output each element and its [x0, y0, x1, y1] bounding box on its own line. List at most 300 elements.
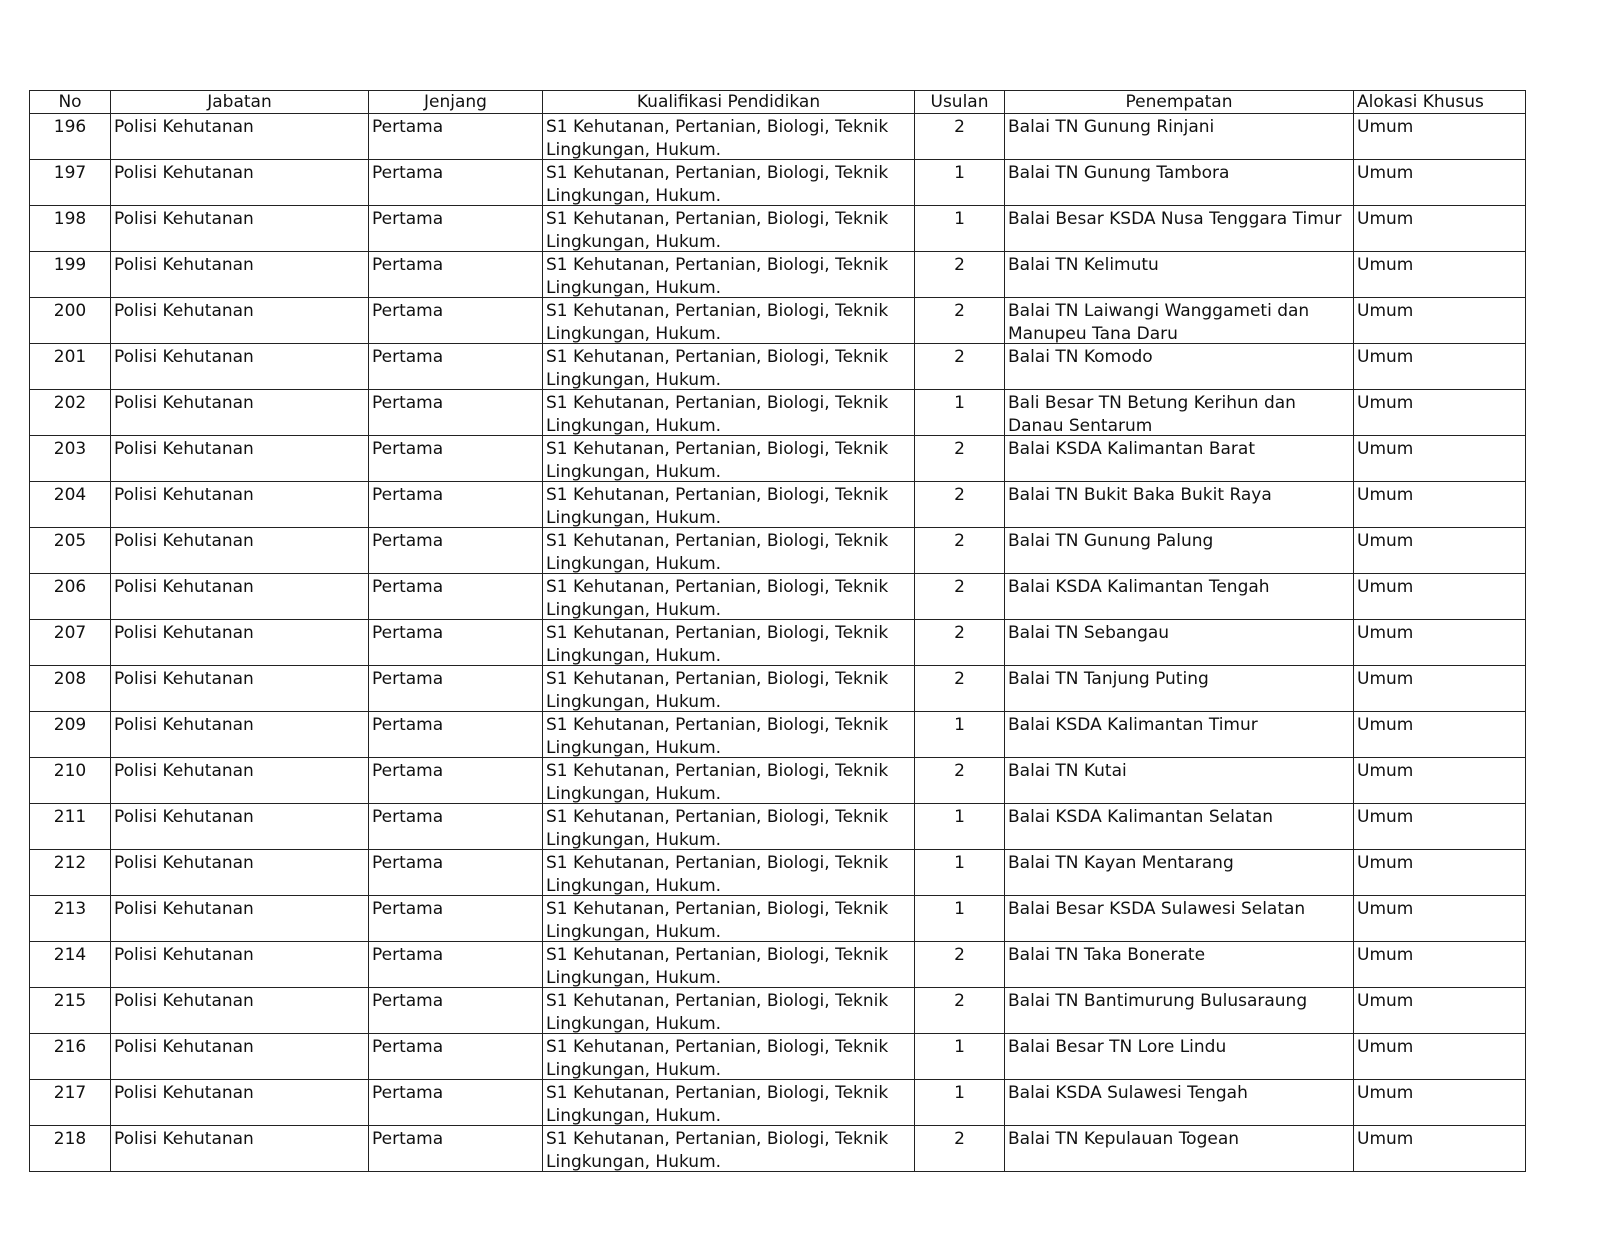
cell-usulan [915, 988, 1005, 1034]
cell-penempatan [1005, 160, 1354, 206]
cell-no-text: 206 [53, 577, 87, 597]
cell-penempatan-text: Balai TN Kutai [1008, 761, 1127, 781]
table-body [30, 114, 1526, 1172]
cell-jenjang [369, 1080, 543, 1126]
cell-jenjang-text: Pertama [372, 991, 444, 1011]
cell-jenjang-text: Pertama [372, 761, 444, 781]
cell-kualifikasi [543, 896, 915, 942]
cell-jenjang [369, 896, 543, 942]
cell-jabatan-text: Polisi Kehutanan [114, 485, 254, 505]
cell-usulan-text: 1 [954, 209, 965, 229]
cell-kualifikasi-text: S1 Kehutanan, Pertanian, Biologi, Teknik Lingkungan, Hukum. [546, 945, 889, 987]
table-row [30, 482, 1526, 528]
cell-jenjang-text: Pertama [372, 577, 444, 597]
cell-kualifikasi [543, 344, 915, 390]
cell-jenjang [369, 390, 543, 436]
cell-usulan-text: 2 [954, 623, 965, 643]
cell-alokasi-text: Umum [1357, 485, 1414, 505]
cell-penempatan-text: Balai TN Tanjung Puting [1008, 669, 1209, 689]
cell-alokasi-text: Umum [1357, 347, 1414, 367]
cell-no [30, 666, 111, 712]
cell-jabatan-text: Polisi Kehutanan [114, 577, 254, 597]
cell-jenjang-text: Pertama [372, 531, 444, 551]
cell-jabatan [111, 1080, 369, 1126]
cell-jabatan-text: Polisi Kehutanan [114, 209, 254, 229]
cell-alokasi-text: Umum [1357, 1037, 1414, 1057]
cell-no-text: 203 [53, 439, 87, 459]
table-row [30, 712, 1526, 758]
cell-penempatan-text: Bali Besar TN Betung Kerihun dan Danau Sentarum [1008, 393, 1296, 435]
cell-no-text: 210 [53, 761, 87, 781]
table-row [30, 344, 1526, 390]
cell-jabatan [111, 206, 369, 252]
cell-penempatan-text: Balai TN Kayan Mentarang [1008, 853, 1234, 873]
cell-jenjang-text: Pertama [372, 1037, 444, 1057]
table-row [30, 436, 1526, 482]
cell-alokasi-text: Umum [1357, 623, 1414, 643]
cell-no [30, 712, 111, 758]
cell-jabatan [111, 666, 369, 712]
cell-alokasi-text: Umum [1357, 1129, 1414, 1149]
cell-penempatan-text: Balai KSDA Kalimantan Timur [1008, 715, 1258, 735]
cell-jabatan [111, 114, 369, 160]
cell-alokasi [1354, 988, 1526, 1034]
cell-alokasi-text: Umum [1357, 439, 1414, 459]
cell-alokasi [1354, 850, 1526, 896]
cell-jenjang [369, 298, 543, 344]
cell-usulan [915, 896, 1005, 942]
cell-alokasi-text: Umum [1357, 1083, 1414, 1103]
cell-usulan [915, 850, 1005, 896]
cell-penempatan-text: Balai TN Gunung Rinjani [1008, 117, 1215, 137]
cell-jabatan-text: Polisi Kehutanan [114, 301, 254, 321]
cell-usulan-text: 2 [954, 669, 965, 689]
cell-jenjang-text: Pertama [372, 807, 444, 827]
cell-alokasi-text: Umum [1357, 761, 1414, 781]
cell-usulan-text: 2 [954, 347, 965, 367]
cell-alokasi-text: Umum [1357, 577, 1414, 597]
cell-penempatan-text: Balai TN Komodo [1008, 347, 1153, 367]
cell-jenjang [369, 252, 543, 298]
cell-usulan-text: 1 [954, 1083, 965, 1103]
cell-alokasi-text: Umum [1357, 163, 1414, 183]
cell-usulan-text: 2 [954, 485, 965, 505]
cell-alokasi [1354, 666, 1526, 712]
cell-alokasi-text: Umum [1357, 669, 1414, 689]
cell-no-text: 211 [53, 807, 87, 827]
cell-jabatan [111, 482, 369, 528]
cell-no [30, 896, 111, 942]
cell-alokasi [1354, 1080, 1526, 1126]
cell-kualifikasi [543, 666, 915, 712]
cell-alokasi-text: Umum [1357, 807, 1414, 827]
cell-jabatan-text: Polisi Kehutanan [114, 347, 254, 367]
cell-usulan-text: 1 [954, 163, 965, 183]
cell-alokasi [1354, 528, 1526, 574]
cell-no [30, 114, 111, 160]
cell-usulan [915, 206, 1005, 252]
cell-no-text: 199 [53, 255, 87, 275]
cell-alokasi [1354, 942, 1526, 988]
cell-no-text: 216 [53, 1037, 87, 1057]
cell-usulan-text: 2 [954, 577, 965, 597]
cell-jenjang-text: Pertama [372, 623, 444, 643]
table-row [30, 298, 1526, 344]
cell-jabatan-text: Polisi Kehutanan [114, 1037, 254, 1057]
cell-penempatan [1005, 114, 1354, 160]
cell-jabatan [111, 620, 369, 666]
cell-jabatan-text: Polisi Kehutanan [114, 715, 254, 735]
cell-no [30, 252, 111, 298]
cell-penempatan [1005, 1034, 1354, 1080]
cell-usulan [915, 482, 1005, 528]
cell-jenjang [369, 666, 543, 712]
cell-usulan [915, 666, 1005, 712]
cell-alokasi [1354, 758, 1526, 804]
table-row [30, 620, 1526, 666]
header-row [30, 91, 1526, 114]
cell-alokasi-text: Umum [1357, 255, 1414, 275]
cell-kualifikasi [543, 574, 915, 620]
cell-penempatan [1005, 1080, 1354, 1126]
cell-penempatan [1005, 896, 1354, 942]
cell-jabatan-text: Polisi Kehutanan [114, 1083, 254, 1103]
cell-penempatan-text: Balai KSDA Kalimantan Barat [1008, 439, 1255, 459]
cell-kualifikasi [543, 114, 915, 160]
cell-kualifikasi-text: S1 Kehutanan, Pertanian, Biologi, Teknik Lingkungan, Hukum. [546, 347, 889, 389]
cell-jenjang-text: Pertama [372, 715, 444, 735]
cell-penempatan [1005, 666, 1354, 712]
cell-jabatan [111, 436, 369, 482]
cell-no [30, 804, 111, 850]
cell-no [30, 1126, 111, 1172]
cell-kualifikasi-text: S1 Kehutanan, Pertanian, Biologi, Teknik Lingkungan, Hukum. [546, 577, 889, 619]
cell-jenjang-text: Pertama [372, 163, 444, 183]
cell-usulan-text: 1 [954, 807, 965, 827]
cell-kualifikasi [543, 942, 915, 988]
cell-jenjang-text: Pertama [372, 669, 444, 689]
cell-jenjang-text: Pertama [372, 439, 444, 459]
table-row [30, 1034, 1526, 1080]
cell-jabatan-text: Polisi Kehutanan [114, 623, 254, 643]
cell-jenjang [369, 528, 543, 574]
cell-jenjang-text: Pertama [372, 899, 444, 919]
cell-usulan [915, 942, 1005, 988]
cell-alokasi [1354, 252, 1526, 298]
cell-kualifikasi-text: S1 Kehutanan, Pertanian, Biologi, Teknik Lingkungan, Hukum. [546, 393, 889, 435]
cell-alokasi-text: Umum [1357, 117, 1414, 137]
cell-penempatan [1005, 574, 1354, 620]
cell-jabatan-text: Polisi Kehutanan [114, 163, 254, 183]
cell-usulan [915, 528, 1005, 574]
cell-usulan [915, 758, 1005, 804]
table-row [30, 850, 1526, 896]
cell-kualifikasi-text: S1 Kehutanan, Pertanian, Biologi, Teknik Lingkungan, Hukum. [546, 439, 889, 481]
cell-usulan [915, 252, 1005, 298]
cell-penempatan [1005, 758, 1354, 804]
cell-jenjang-text: Pertama [372, 209, 444, 229]
cell-penempatan [1005, 344, 1354, 390]
cell-jabatan [111, 942, 369, 988]
cell-jenjang [369, 712, 543, 758]
cell-usulan [915, 712, 1005, 758]
cell-kualifikasi [543, 252, 915, 298]
cell-jenjang-text: Pertama [372, 485, 444, 505]
cell-jabatan-text: Polisi Kehutanan [114, 991, 254, 1011]
cell-no [30, 482, 111, 528]
cell-penempatan [1005, 712, 1354, 758]
cell-usulan-text: 2 [954, 439, 965, 459]
cell-jabatan [111, 758, 369, 804]
cell-alokasi-text: Umum [1357, 393, 1414, 413]
cell-no-text: 201 [53, 347, 87, 367]
cell-kualifikasi-text: S1 Kehutanan, Pertanian, Biologi, Teknik Lingkungan, Hukum. [546, 255, 889, 297]
cell-jenjang-text: Pertama [372, 1083, 444, 1103]
cell-no-text: 214 [53, 945, 87, 965]
cell-penempatan [1005, 988, 1354, 1034]
cell-jabatan [111, 344, 369, 390]
table-row [30, 528, 1526, 574]
cell-kualifikasi-text: S1 Kehutanan, Pertanian, Biologi, Teknik Lingkungan, Hukum. [546, 209, 889, 251]
cell-jenjang [369, 1034, 543, 1080]
cell-usulan [915, 114, 1005, 160]
cell-jenjang-text: Pertama [372, 255, 444, 275]
table-row [30, 804, 1526, 850]
cell-usulan [915, 1080, 1005, 1126]
cell-jenjang [369, 850, 543, 896]
cell-kualifikasi [543, 390, 915, 436]
cell-no [30, 620, 111, 666]
column-header-usulan: Usulan [915, 91, 1005, 114]
cell-jabatan-text: Polisi Kehutanan [114, 761, 254, 781]
cell-alokasi [1354, 1034, 1526, 1080]
table-row [30, 390, 1526, 436]
cell-alokasi-text: Umum [1357, 853, 1414, 873]
table-row [30, 206, 1526, 252]
cell-kualifikasi [543, 206, 915, 252]
cell-kualifikasi-text: S1 Kehutanan, Pertanian, Biologi, Teknik Lingkungan, Hukum. [546, 761, 889, 803]
cell-no [30, 1080, 111, 1126]
cell-usulan [915, 804, 1005, 850]
cell-alokasi [1354, 344, 1526, 390]
cell-no [30, 1034, 111, 1080]
cell-no [30, 528, 111, 574]
cell-usulan-text: 2 [954, 531, 965, 551]
cell-jabatan [111, 896, 369, 942]
cell-jabatan [111, 252, 369, 298]
column-header-kualifikasi: Kualifikasi Pendidikan [543, 91, 915, 114]
table-row [30, 1080, 1526, 1126]
cell-kualifikasi [543, 712, 915, 758]
cell-alokasi-text: Umum [1357, 301, 1414, 321]
cell-jabatan-text: Polisi Kehutanan [114, 393, 254, 413]
cell-kualifikasi [543, 1080, 915, 1126]
cell-usulan-text: 2 [954, 301, 965, 321]
cell-no [30, 390, 111, 436]
cell-jenjang [369, 482, 543, 528]
table-row [30, 666, 1526, 712]
cell-alokasi [1354, 206, 1526, 252]
cell-usulan [915, 160, 1005, 206]
table-row [30, 574, 1526, 620]
cell-penempatan-text: Balai TN Kelimutu [1008, 255, 1159, 275]
cell-no [30, 344, 111, 390]
cell-jenjang-text: Pertama [372, 347, 444, 367]
cell-jabatan-text: Polisi Kehutanan [114, 1129, 254, 1149]
cell-alokasi-text: Umum [1357, 899, 1414, 919]
cell-usulan [915, 344, 1005, 390]
cell-no [30, 206, 111, 252]
column-header-jenjang: Jenjang [369, 91, 543, 114]
cell-kualifikasi [543, 528, 915, 574]
cell-jabatan-text: Polisi Kehutanan [114, 439, 254, 459]
cell-jabatan [111, 574, 369, 620]
cell-penempatan [1005, 528, 1354, 574]
cell-usulan [915, 436, 1005, 482]
cell-no-text: 204 [53, 485, 87, 505]
cell-penempatan-text: Balai TN Taka Bonerate [1008, 945, 1206, 965]
cell-jabatan-text: Polisi Kehutanan [114, 899, 254, 919]
cell-alokasi [1354, 804, 1526, 850]
cell-jenjang [369, 942, 543, 988]
cell-usulan [915, 1034, 1005, 1080]
cell-kualifikasi-text: S1 Kehutanan, Pertanian, Biologi, Teknik Lingkungan, Hukum. [546, 117, 889, 159]
cell-no-text: 212 [53, 853, 87, 873]
cell-kualifikasi-text: S1 Kehutanan, Pertanian, Biologi, Teknik Lingkungan, Hukum. [546, 991, 889, 1033]
cell-kualifikasi-text: S1 Kehutanan, Pertanian, Biologi, Teknik Lingkungan, Hukum. [546, 531, 889, 573]
cell-penempatan [1005, 298, 1354, 344]
cell-no-text: 215 [53, 991, 87, 1011]
cell-jenjang [369, 574, 543, 620]
cell-kualifikasi-text: S1 Kehutanan, Pertanian, Biologi, Teknik Lingkungan, Hukum. [546, 1083, 889, 1125]
cell-no [30, 298, 111, 344]
cell-usulan-text: 2 [954, 991, 965, 1011]
cell-jabatan-text: Polisi Kehutanan [114, 945, 254, 965]
cell-jabatan-text: Polisi Kehutanan [114, 255, 254, 275]
cell-no [30, 574, 111, 620]
cell-kualifikasi [543, 436, 915, 482]
cell-kualifikasi [543, 482, 915, 528]
column-header-jabatan: Jabatan [111, 91, 369, 114]
cell-jabatan [111, 804, 369, 850]
cell-alokasi-text: Umum [1357, 715, 1414, 735]
cell-kualifikasi-text: S1 Kehutanan, Pertanian, Biologi, Teknik Lingkungan, Hukum. [546, 623, 889, 665]
cell-penempatan [1005, 436, 1354, 482]
cell-jenjang [369, 620, 543, 666]
cell-alokasi [1354, 574, 1526, 620]
cell-usulan-text: 1 [954, 853, 965, 873]
cell-kualifikasi [543, 758, 915, 804]
cell-penempatan [1005, 620, 1354, 666]
cell-kualifikasi-text: S1 Kehutanan, Pertanian, Biologi, Teknik Lingkungan, Hukum. [546, 715, 889, 757]
cell-usulan [915, 574, 1005, 620]
cell-penempatan-text: Balai Besar TN Lore Lindu [1008, 1037, 1227, 1057]
cell-penempatan [1005, 942, 1354, 988]
cell-no-text: 197 [53, 163, 87, 183]
cell-jabatan [111, 160, 369, 206]
cell-penempatan-text: Balai KSDA Kalimantan Selatan [1008, 807, 1274, 827]
cell-no-text: 208 [53, 669, 87, 689]
cell-usulan-text: 1 [954, 393, 965, 413]
cell-jenjang [369, 114, 543, 160]
cell-penempatan [1005, 804, 1354, 850]
cell-no [30, 160, 111, 206]
cell-penempatan-text: Balai TN Kepulauan Togean [1008, 1129, 1240, 1149]
table-row [30, 252, 1526, 298]
formation-table [29, 90, 1526, 1172]
cell-kualifikasi-text: S1 Kehutanan, Pertanian, Biologi, Teknik Lingkungan, Hukum. [546, 1129, 889, 1171]
table-row [30, 896, 1526, 942]
cell-alokasi [1354, 482, 1526, 528]
cell-kualifikasi-text: S1 Kehutanan, Pertanian, Biologi, Teknik Lingkungan, Hukum. [546, 301, 889, 343]
cell-penempatan-text: Balai TN Laiwangi Wanggameti dan Manupeu Tana Daru [1008, 301, 1310, 343]
cell-jabatan [111, 390, 369, 436]
cell-alokasi [1354, 620, 1526, 666]
cell-alokasi-text: Umum [1357, 991, 1414, 1011]
cell-usulan-text: 2 [954, 117, 965, 137]
cell-kualifikasi [543, 988, 915, 1034]
cell-kualifikasi-text: S1 Kehutanan, Pertanian, Biologi, Teknik Lingkungan, Hukum. [546, 899, 889, 941]
table-row [30, 988, 1526, 1034]
cell-jenjang-text: Pertama [372, 1129, 444, 1149]
cell-no-text: 196 [53, 117, 87, 137]
cell-alokasi [1354, 298, 1526, 344]
cell-kualifikasi [543, 804, 915, 850]
cell-alokasi [1354, 896, 1526, 942]
cell-usulan-text: 1 [954, 899, 965, 919]
cell-kualifikasi-text: S1 Kehutanan, Pertanian, Biologi, Teknik Lingkungan, Hukum. [546, 1037, 889, 1079]
cell-penempatan-text: Balai TN Sebangau [1008, 623, 1170, 643]
cell-usulan [915, 390, 1005, 436]
cell-alokasi [1354, 160, 1526, 206]
table-row [30, 1126, 1526, 1172]
column-header-no: No [30, 91, 111, 114]
cell-usulan-text: 2 [954, 945, 965, 965]
cell-usulan [915, 1126, 1005, 1172]
cell-jenjang [369, 758, 543, 804]
cell-usulan [915, 298, 1005, 344]
cell-kualifikasi-text: S1 Kehutanan, Pertanian, Biologi, Teknik Lingkungan, Hukum. [546, 163, 889, 205]
cell-penempatan [1005, 252, 1354, 298]
cell-jabatan [111, 850, 369, 896]
column-header-alokasi: Alokasi Khusus [1354, 91, 1526, 114]
cell-kualifikasi [543, 160, 915, 206]
cell-jabatan [111, 528, 369, 574]
cell-kualifikasi [543, 620, 915, 666]
cell-kualifikasi-text: S1 Kehutanan, Pertanian, Biologi, Teknik Lingkungan, Hukum. [546, 485, 889, 527]
cell-alokasi-text: Umum [1357, 209, 1414, 229]
cell-jenjang [369, 988, 543, 1034]
cell-kualifikasi-text: S1 Kehutanan, Pertanian, Biologi, Teknik Lingkungan, Hukum. [546, 807, 889, 849]
cell-alokasi [1354, 1126, 1526, 1172]
cell-kualifikasi [543, 1034, 915, 1080]
table-row [30, 114, 1526, 160]
cell-penempatan-text: Balai TN Bantimurung Bulusaraung [1008, 991, 1308, 1011]
cell-penempatan [1005, 206, 1354, 252]
cell-no-text: 217 [53, 1083, 87, 1103]
cell-no-text: 209 [53, 715, 87, 735]
table-row [30, 758, 1526, 804]
cell-jenjang-text: Pertama [372, 945, 444, 965]
cell-no-text: 198 [53, 209, 87, 229]
cell-jabatan-text: Polisi Kehutanan [114, 531, 254, 551]
cell-jabatan [111, 1126, 369, 1172]
cell-no-text: 207 [53, 623, 87, 643]
cell-no-text: 202 [53, 393, 87, 413]
cell-jenjang-text: Pertama [372, 301, 444, 321]
cell-jenjang [369, 206, 543, 252]
cell-kualifikasi [543, 298, 915, 344]
